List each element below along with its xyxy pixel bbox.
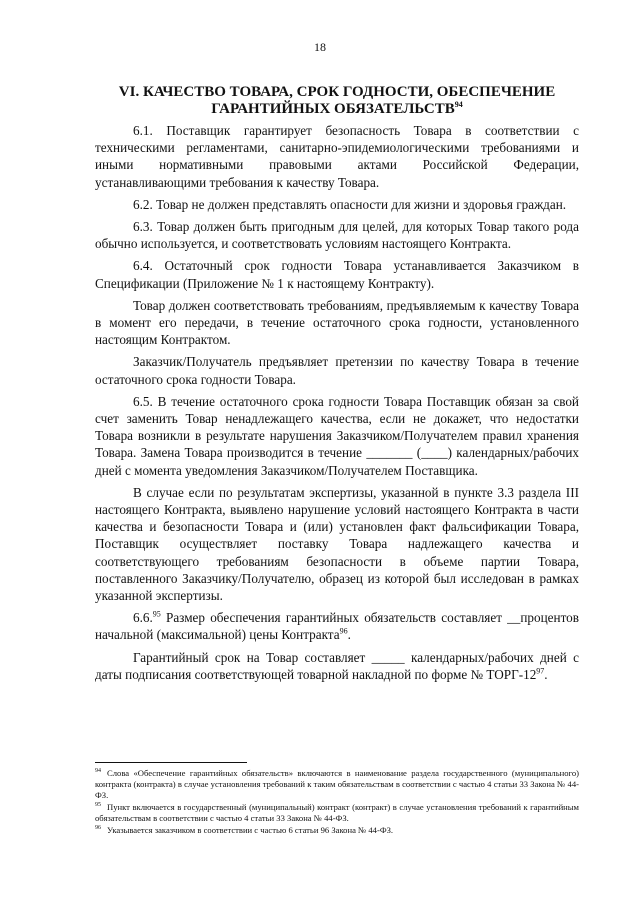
footnote-divider bbox=[95, 762, 247, 763]
footnote-ref[interactable]: 96 bbox=[339, 627, 348, 637]
para-lead: 6.6. bbox=[133, 610, 153, 626]
para-text: Гарантийный срок на Товар составляет _____ календарных/рабочих дней с даты подписания соответствующей товарной накладной по форме № ТОРГ-12 bbox=[95, 649, 579, 682]
footnote-number: 94 bbox=[95, 768, 101, 775]
document-body bbox=[95, 84, 579, 688]
paragraph: Заказчик/Получатель предъявляет претензии по качеству Товара в течение остаточного срока годности Товара. bbox=[95, 354, 579, 387]
paragraph: 6.4. Остаточный срок годности Товара устанавливается Заказчиком в Спецификации (Приложение № 1 к настоящему Контракту). bbox=[95, 258, 579, 291]
paragraph: 6.5. В течение остаточного срока годности Товара Поставщик обязан за свой счет заменить Товар ненадлежащего качества, если не докажет, что недостатки Товара возникли в результате нарушения Заказчиком/Получателем правил хранения Товара. Замена Товара производится в течение _______ (____) календарных/рабочих дней с момента уведомления Заказчиком/Получателем Поставщика. bbox=[95, 393, 579, 478]
footnote-ref[interactable]: 97 bbox=[536, 666, 545, 676]
section-title bbox=[95, 84, 579, 118]
para-tail: . bbox=[544, 666, 548, 682]
page-number: 18 bbox=[314, 40, 326, 54]
footnote-text: Слова «Обеспечение гарантийных обязательств» включаются в наименование раздела государственного (муниципального) контракта (контракта) в случае установления требований к таким обязательствам в соответствии с частью 4 статьи 33 Закона № 44-ФЗ. bbox=[95, 768, 579, 800]
para-text: Размер обеспечения гарантийных обязательств составляет __процентов начальной (максимальной) цены Контракта bbox=[95, 610, 579, 643]
footnote-ref[interactable]: 95 bbox=[152, 609, 161, 619]
footnote-ref[interactable]: 94 bbox=[454, 100, 463, 109]
footnote bbox=[95, 802, 579, 824]
footnote-text: Пункт включается в государственный (муниципальный) контракт (контракт) в случае установления требований к гарантийным обязательствам в соответствии с частью 4 статьи 33 Закона № 44-ФЗ. bbox=[95, 802, 579, 823]
footnote-text: Указывается заказчиком в соответствии с частью 6 статьи 96 Закона № 44-ФЗ. bbox=[107, 825, 394, 835]
footnotes bbox=[95, 768, 579, 837]
section-title-line1: VI. КАЧЕСТВО ТОВАРА, СРОК ГОДНОСТИ, ОБЕСПЕЧЕНИЕ bbox=[118, 84, 556, 100]
para-tail: . bbox=[347, 627, 351, 643]
paragraph-6-6 bbox=[95, 609, 579, 643]
paragraph: Товар должен соответствовать требованиям, предъявляемым к качеству Товара в момент его передачи, в течение остаточного срока годности, установленного настоящим Контрактом. bbox=[95, 297, 579, 348]
paragraph: 6.1. Поставщик гарантирует безопасность Товара в соответствии с техническими регламентами, санитарно-эпидемиологическими требованиями и иными нормативными правовыми актами Российской Федерации, устанавливающими требования к качеству Товара. bbox=[95, 123, 579, 190]
paragraph-warranty bbox=[95, 649, 579, 683]
footnote-number: 95 bbox=[95, 802, 101, 809]
paragraph: 6.3. Товар должен быть пригодным для целей, для которых Товар такого рода обычно используется, и соответствовать условиям настоящего Контракта. bbox=[95, 219, 579, 252]
paragraph: В случае если по результатам экспертизы, указанной в пункте 3.3 раздела III настоящего Контракта, выявлено нарушение условий настоящего Контракта в части качества и безопасности Товара и (или) установлен факт фальсификации Товара, Поставщик осуществляет поставку Товара надлежащего качества и соответствующего требованиям безопасности в объеме партии Товара, поставленного Заказчику/Получателю, образец из которой был исследован в рамках указанной экспертизы. bbox=[95, 484, 579, 604]
section-title-line2: ГАРАНТИЙНЫХ ОБЯЗАТЕЛЬСТВ bbox=[211, 101, 455, 117]
footnote-number: 96 bbox=[95, 825, 101, 832]
footnote bbox=[95, 825, 579, 836]
paragraph: 6.2. Товар не должен представлять опасности для жизни и здоровья граждан. bbox=[133, 196, 567, 212]
footnote bbox=[95, 768, 579, 801]
